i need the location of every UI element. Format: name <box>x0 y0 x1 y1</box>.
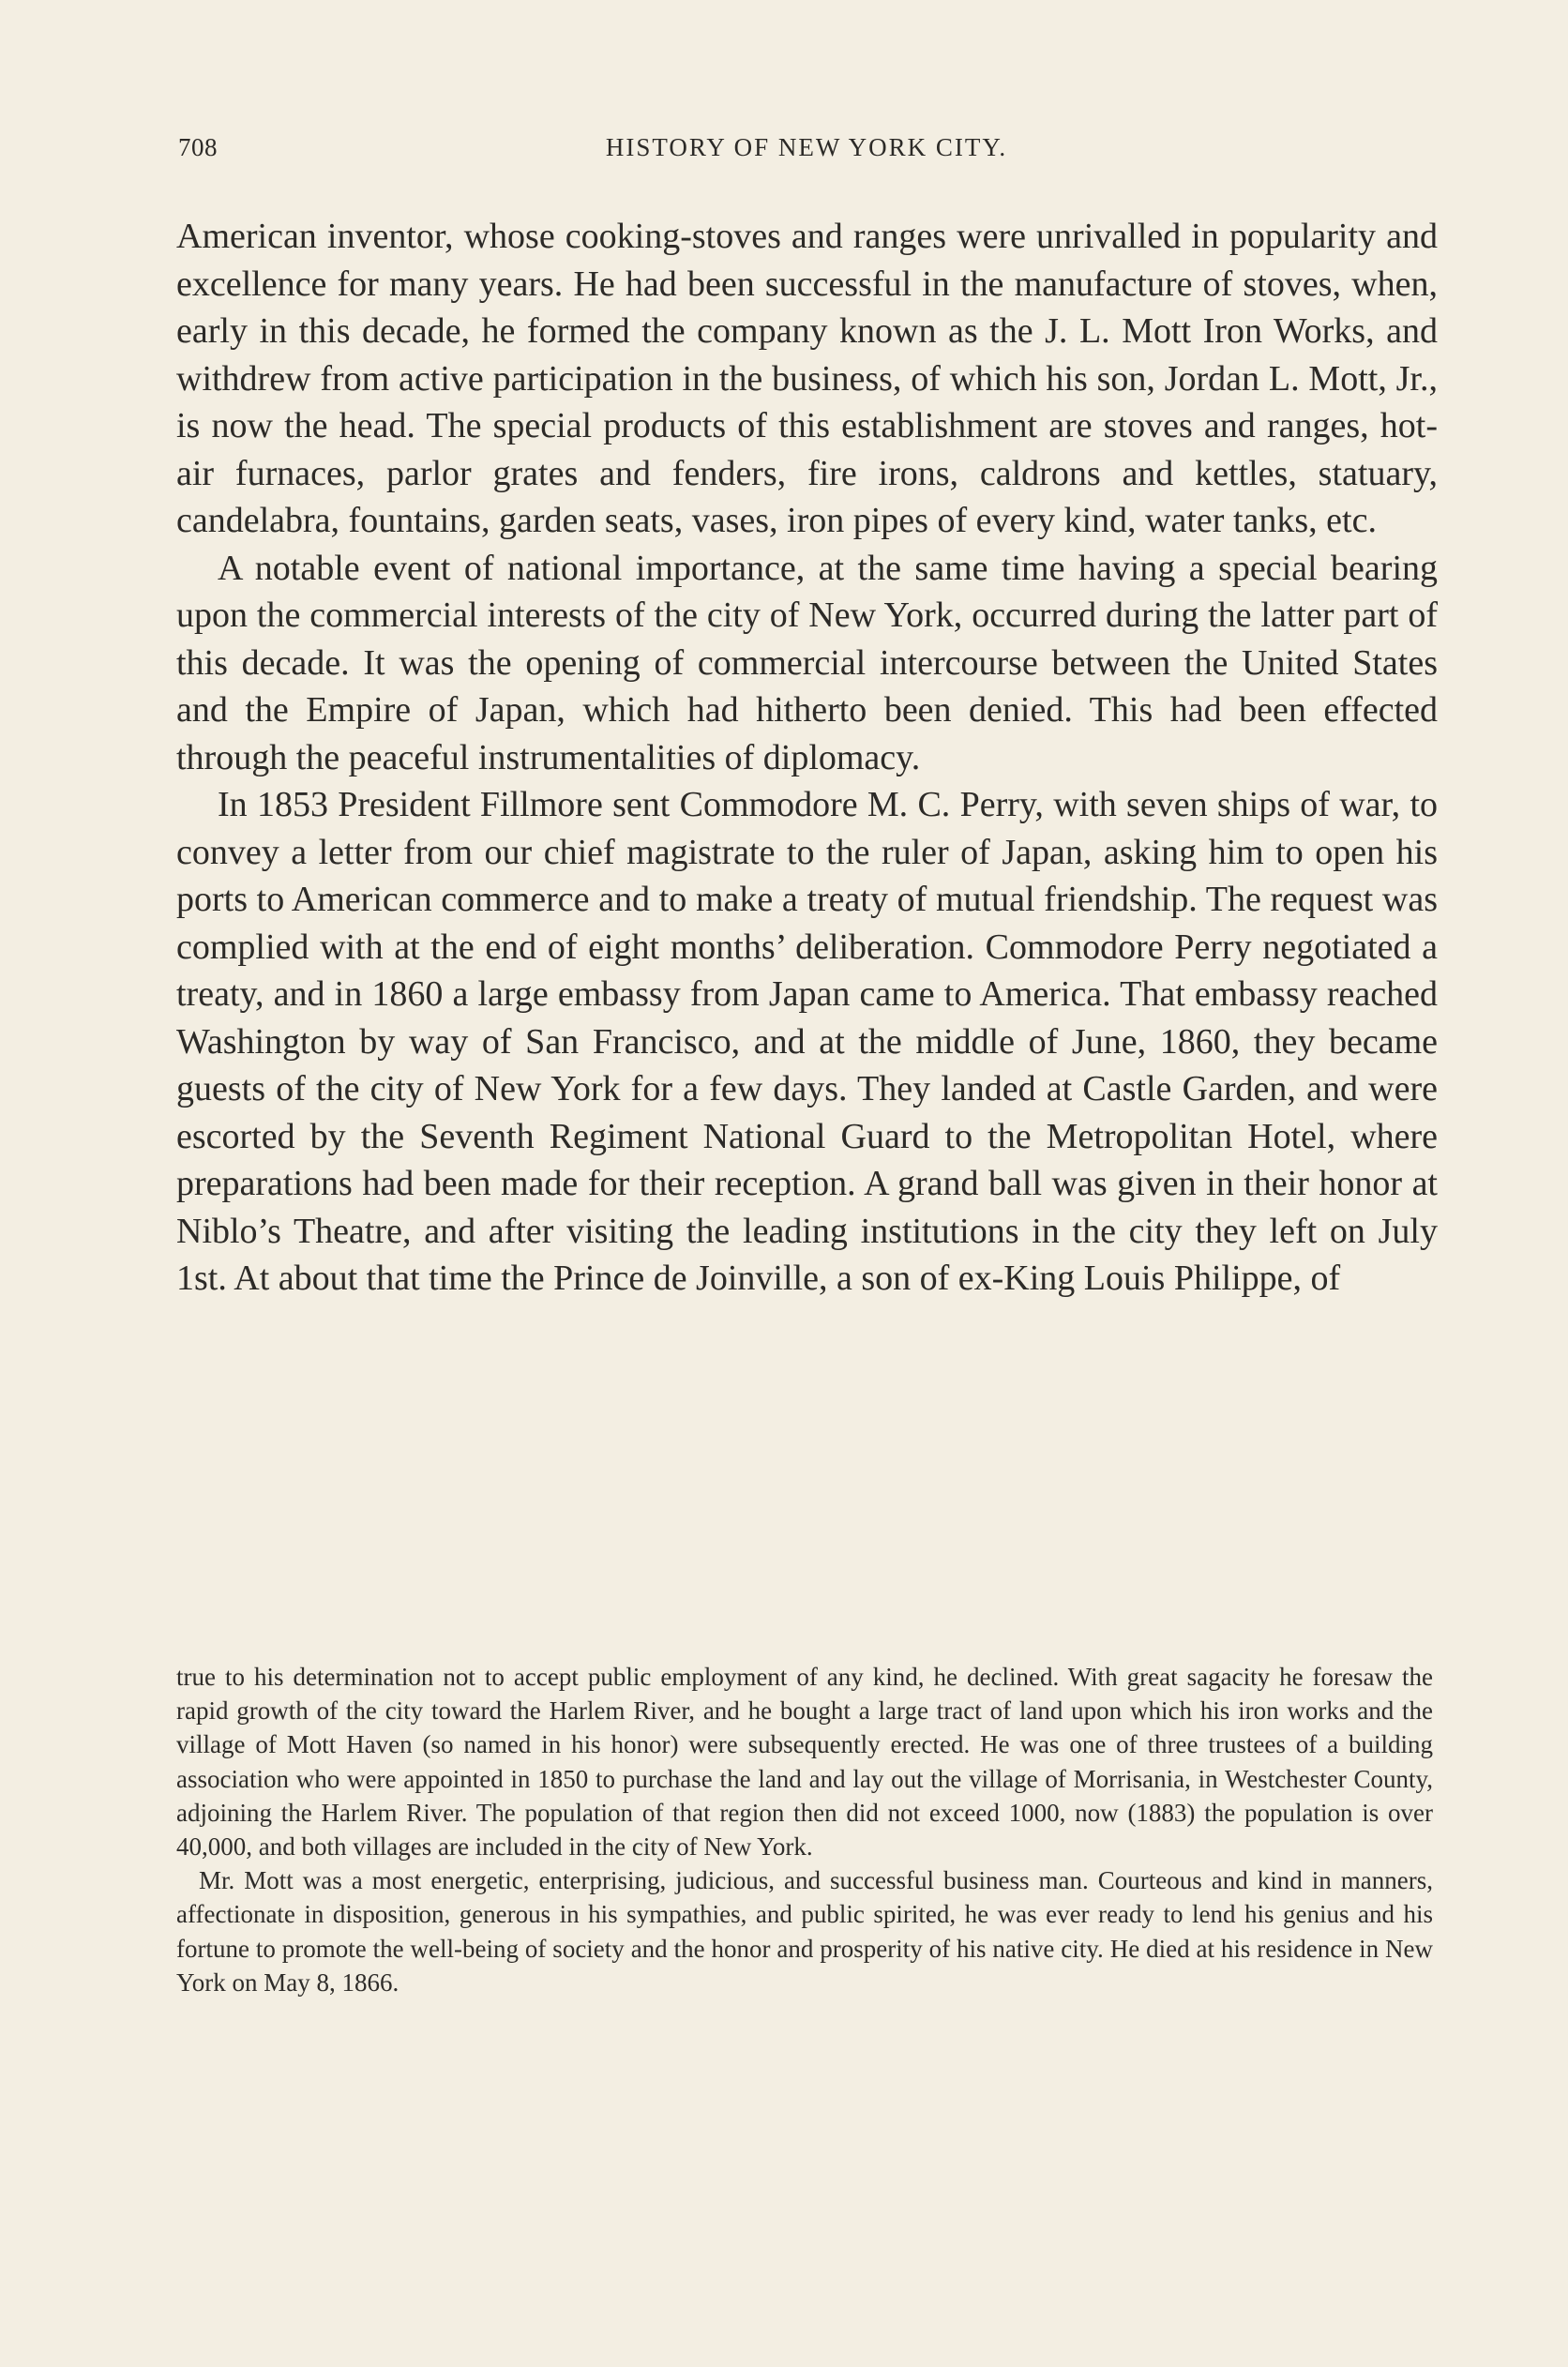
main-text <box>176 213 1438 1303</box>
footnote-paragraph: Mr. Mott was a most energetic, enterprising, judicious, and successful business man. Courteous and kind in manners, affectionate in disposition, generous in his sympathies, and public spirited, he was ever ready to lend his genius and his fortune to promote the well-being of society and the honor and prosperity of his native city. He died at his residence in New York on May 8, 1866. <box>176 1866 1433 1997</box>
page-header <box>178 133 1435 171</box>
page-number: 708 <box>178 133 218 161</box>
body-paragraph: In 1853 President Fillmore sent Commodore M. C. Perry, with seven ships of war, to convey a letter from our chief magistrate to the ruler of Japan, asking him to open his ports to American commerce and to make a treaty of mutual friendship. The request was complied with at the end of eight months’ deliberation. Commodore Perry negotiated a treaty, and in 1860 a large embassy from Japan came to America. That embassy reached Washington by way of San Francisco, and at the middle of June, 1860, they became guests of the city of New York for a few days. They landed at Castle Garden, and were escorted by the Seventh Regiment National Guard to the Metropolitan Hotel, where preparations had been made for their reception. A grand ball was given in their honor at Niblo’s Theatre, and after visiting the leading institutions in the city they left on July 1st. At about that time the Prince de Joinville, a son of ex-King Louis Philippe, of <box>176 785 1438 1298</box>
footnote-block <box>176 1660 1433 1999</box>
body-paragraph: A notable event of national importance, at the same time having a special bearing upon the commercial interests of the city of New York, occurred during the latter part of this decade. It was the opening of commercial intercourse between the United States and the Empire of Japan, which had hitherto been denied. This had been effected through the peaceful instrumentalities of diplomacy. <box>176 548 1438 777</box>
footnote-paragraph: true to his determination not to accept public employment of any kind, he declined. With great sagacity he foresaw the rapid growth of the city toward the Harlem River, and he bought a large tract of land upon which his iron works and the village of Mott Haven (so named in his honor) were subsequently erected. He was one of three trustees of a building association who were appointed in 1850 to purchase the land and lay out the village of Morrisania, in Westchester County, adjoining the Harlem River. The population of that region then did not exceed 1000, now (1883) the population is over 40,000, and both villages are included in the city of New York. <box>176 1663 1433 1862</box>
running-head: HISTORY OF NEW YORK CITY. <box>605 133 1008 161</box>
body-paragraph: American inventor, whose cooking-stoves and ranges were unrivalled in popularity and excellence for many years. He had been successful in the manufacture of stoves, when, early in this decade, he formed the company known as the J. L. Mott Iron Works, and withdrew from active participation in the business, of which his son, Jordan L. Mott, Jr., is now the head. The special products of this establishment are stoves and ranges, hot-air furnaces, parlor grates and fenders, fire irons, caldrons and kettles, statuary, candelabra, fountains, garden seats, vases, iron pipes of every kind, water tanks, etc. <box>176 217 1438 540</box>
